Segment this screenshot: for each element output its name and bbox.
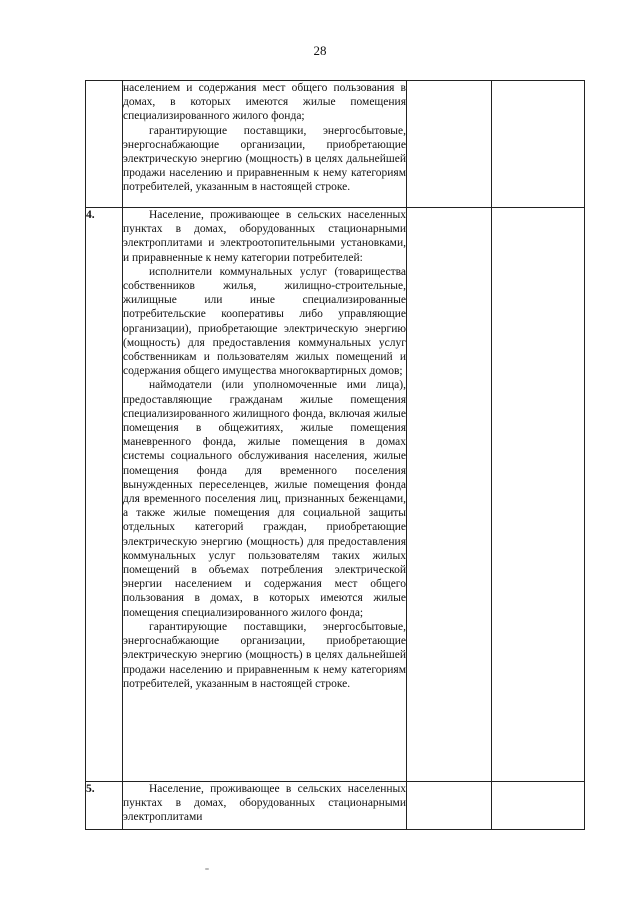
row-number bbox=[86, 81, 123, 208]
value-cell bbox=[407, 81, 492, 208]
table-row bbox=[86, 81, 585, 208]
value-cell bbox=[407, 208, 492, 782]
tariff-table bbox=[85, 80, 585, 830]
value-cell bbox=[492, 208, 585, 782]
table-row bbox=[86, 782, 585, 830]
row-text bbox=[123, 782, 407, 830]
row-number: 5. bbox=[86, 782, 123, 830]
row-paragraph: гарантирующие поставщики, энергосбытовые, энергоснабжающие организации, приобретающие электрическую энергию (мощность) в целях дальнейшей продажи населению и приравненным к нему категориям потребителей, указанным в настоящей строке. bbox=[123, 620, 406, 690]
row-text bbox=[123, 81, 407, 208]
scan-speck bbox=[205, 868, 209, 870]
row-text bbox=[123, 208, 407, 782]
value-cell bbox=[492, 782, 585, 830]
row-paragraph: населением и содержания мест общего пользования в домах, в которых имеются жилые помещения специализированного жилого фонда; bbox=[123, 82, 406, 123]
value-cell bbox=[492, 81, 585, 208]
table-row bbox=[86, 208, 585, 782]
row-paragraph: исполнители коммунальных услуг (товарищества собственников жилья, жилищно-строительные, жилищные или иные специализированные потребительские кооперативы либо управляющие организации), приобретающие электрическую энергию (мощность) для предоставления коммунальных услуг собственникам и пользователям жилых помещений и содержания общего имущества многоквартирных домов; bbox=[123, 265, 406, 378]
page-number: 28 bbox=[313, 43, 327, 58]
row-paragraph: Население, проживающее в сельских населенных пунктах в домах, оборудованных стационарными электроплитами и электроотопительными установками, и приравненные к нему категории потребителей: bbox=[123, 209, 406, 264]
row-paragraph: наймодатели (или уполномоченные ими лица), предоставляющие гражданам жилые помещения специализированного жилищного фонда, включая жилые помещения в общежитиях, жилые помещения маневренного фонда, жилые помещения в домах системы социального обслуживания населения, жилые помещения фонда для временного поселения вынужденных переселенцев, жилые помещения фонда для временного поселения лиц, признанных беженцами, а также жилые помещения для социальной защиты отдельных категорий граждан, приобретающие электрическую энергию (мощность) для предоставления коммунальных услуг пользователям таких жилых помещений в объемах потребления электрической энергии населением и содержания мест общего пользования в домах, в которых имеются жилые помещения специализированного жилого фонда; bbox=[123, 379, 406, 619]
row-paragraph: Население, проживающее в сельских населенных пунктах в домах, оборудованных стационарными электроплитами bbox=[123, 783, 406, 824]
row-number: 4. bbox=[86, 208, 123, 782]
value-cell bbox=[407, 782, 492, 830]
row-paragraph: гарантирующие поставщики, энергосбытовые, энергоснабжающие организации, приобретающие электрическую энергию (мощность) в целях дальнейшей продажи населению и приравненным к нему категориям потребителей, указанным в настоящей строке. bbox=[123, 124, 406, 194]
